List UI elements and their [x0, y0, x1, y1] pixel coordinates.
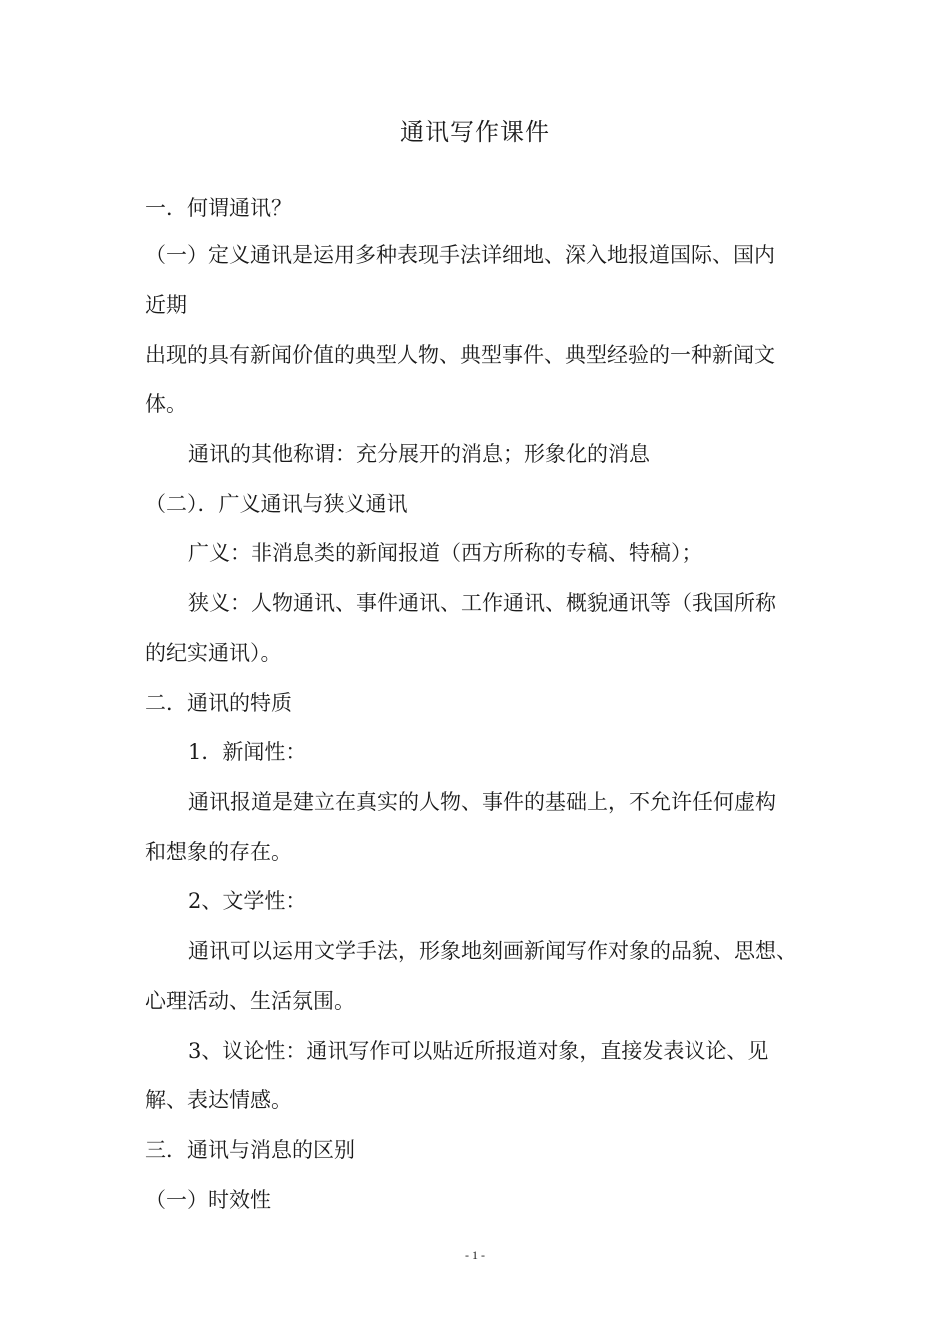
paragraph-line: 解、表达情感。	[145, 1088, 292, 1112]
paragraph-line: 通讯的其他称谓：充分展开的消息；形象化的消息	[188, 442, 650, 466]
paragraph-line: 3、议论性：通讯写作可以贴近所报道对象，直接发表议论、见	[188, 1039, 769, 1063]
page-number: - 1 -	[465, 1248, 485, 1262]
subsection-heading: 2、文学性：	[188, 889, 307, 913]
subsection-heading: 1．新闻性：	[188, 740, 307, 764]
paragraph-line: 通讯可以运用文学手法，形象地刻画新闻写作对象的品貌、思想、	[188, 939, 797, 963]
paragraph-line: 和想象的存在。	[145, 840, 292, 864]
document-title: 通讯写作课件	[400, 118, 550, 146]
paragraph-line: 近期	[145, 293, 187, 317]
paragraph-line: （一）定义通讯是运用多种表现手法详细地、深入地报道国际、国内	[145, 243, 775, 267]
subsection-heading: （一）时效性	[145, 1188, 271, 1212]
paragraph-line: 通讯报道是建立在真实的人物、事件的基础上，不允许任何虚构	[188, 790, 776, 814]
section-heading-1: 一．何谓通讯？	[145, 196, 292, 220]
section-heading-3: 三．通讯与消息的区别	[145, 1138, 355, 1162]
paragraph-line: 广义：非消息类的新闻报道（西方所称的专稿、特稿）；	[188, 541, 703, 565]
paragraph-line: 狭义：人物通讯、事件通讯、工作通讯、概貌通讯等（我国所称	[188, 591, 776, 615]
subsection-heading: （二）．广义通讯与狭义通讯	[145, 492, 408, 516]
paragraph-line: 的纪实通讯）。	[145, 641, 282, 665]
paragraph-line: 体。	[145, 392, 187, 416]
section-heading-2: 二．通讯的特质	[145, 691, 292, 715]
paragraph-line: 心理活动、生活氛围。	[145, 989, 355, 1013]
paragraph-line: 出现的具有新闻价值的典型人物、典型事件、典型经验的一种新闻文	[145, 343, 775, 367]
